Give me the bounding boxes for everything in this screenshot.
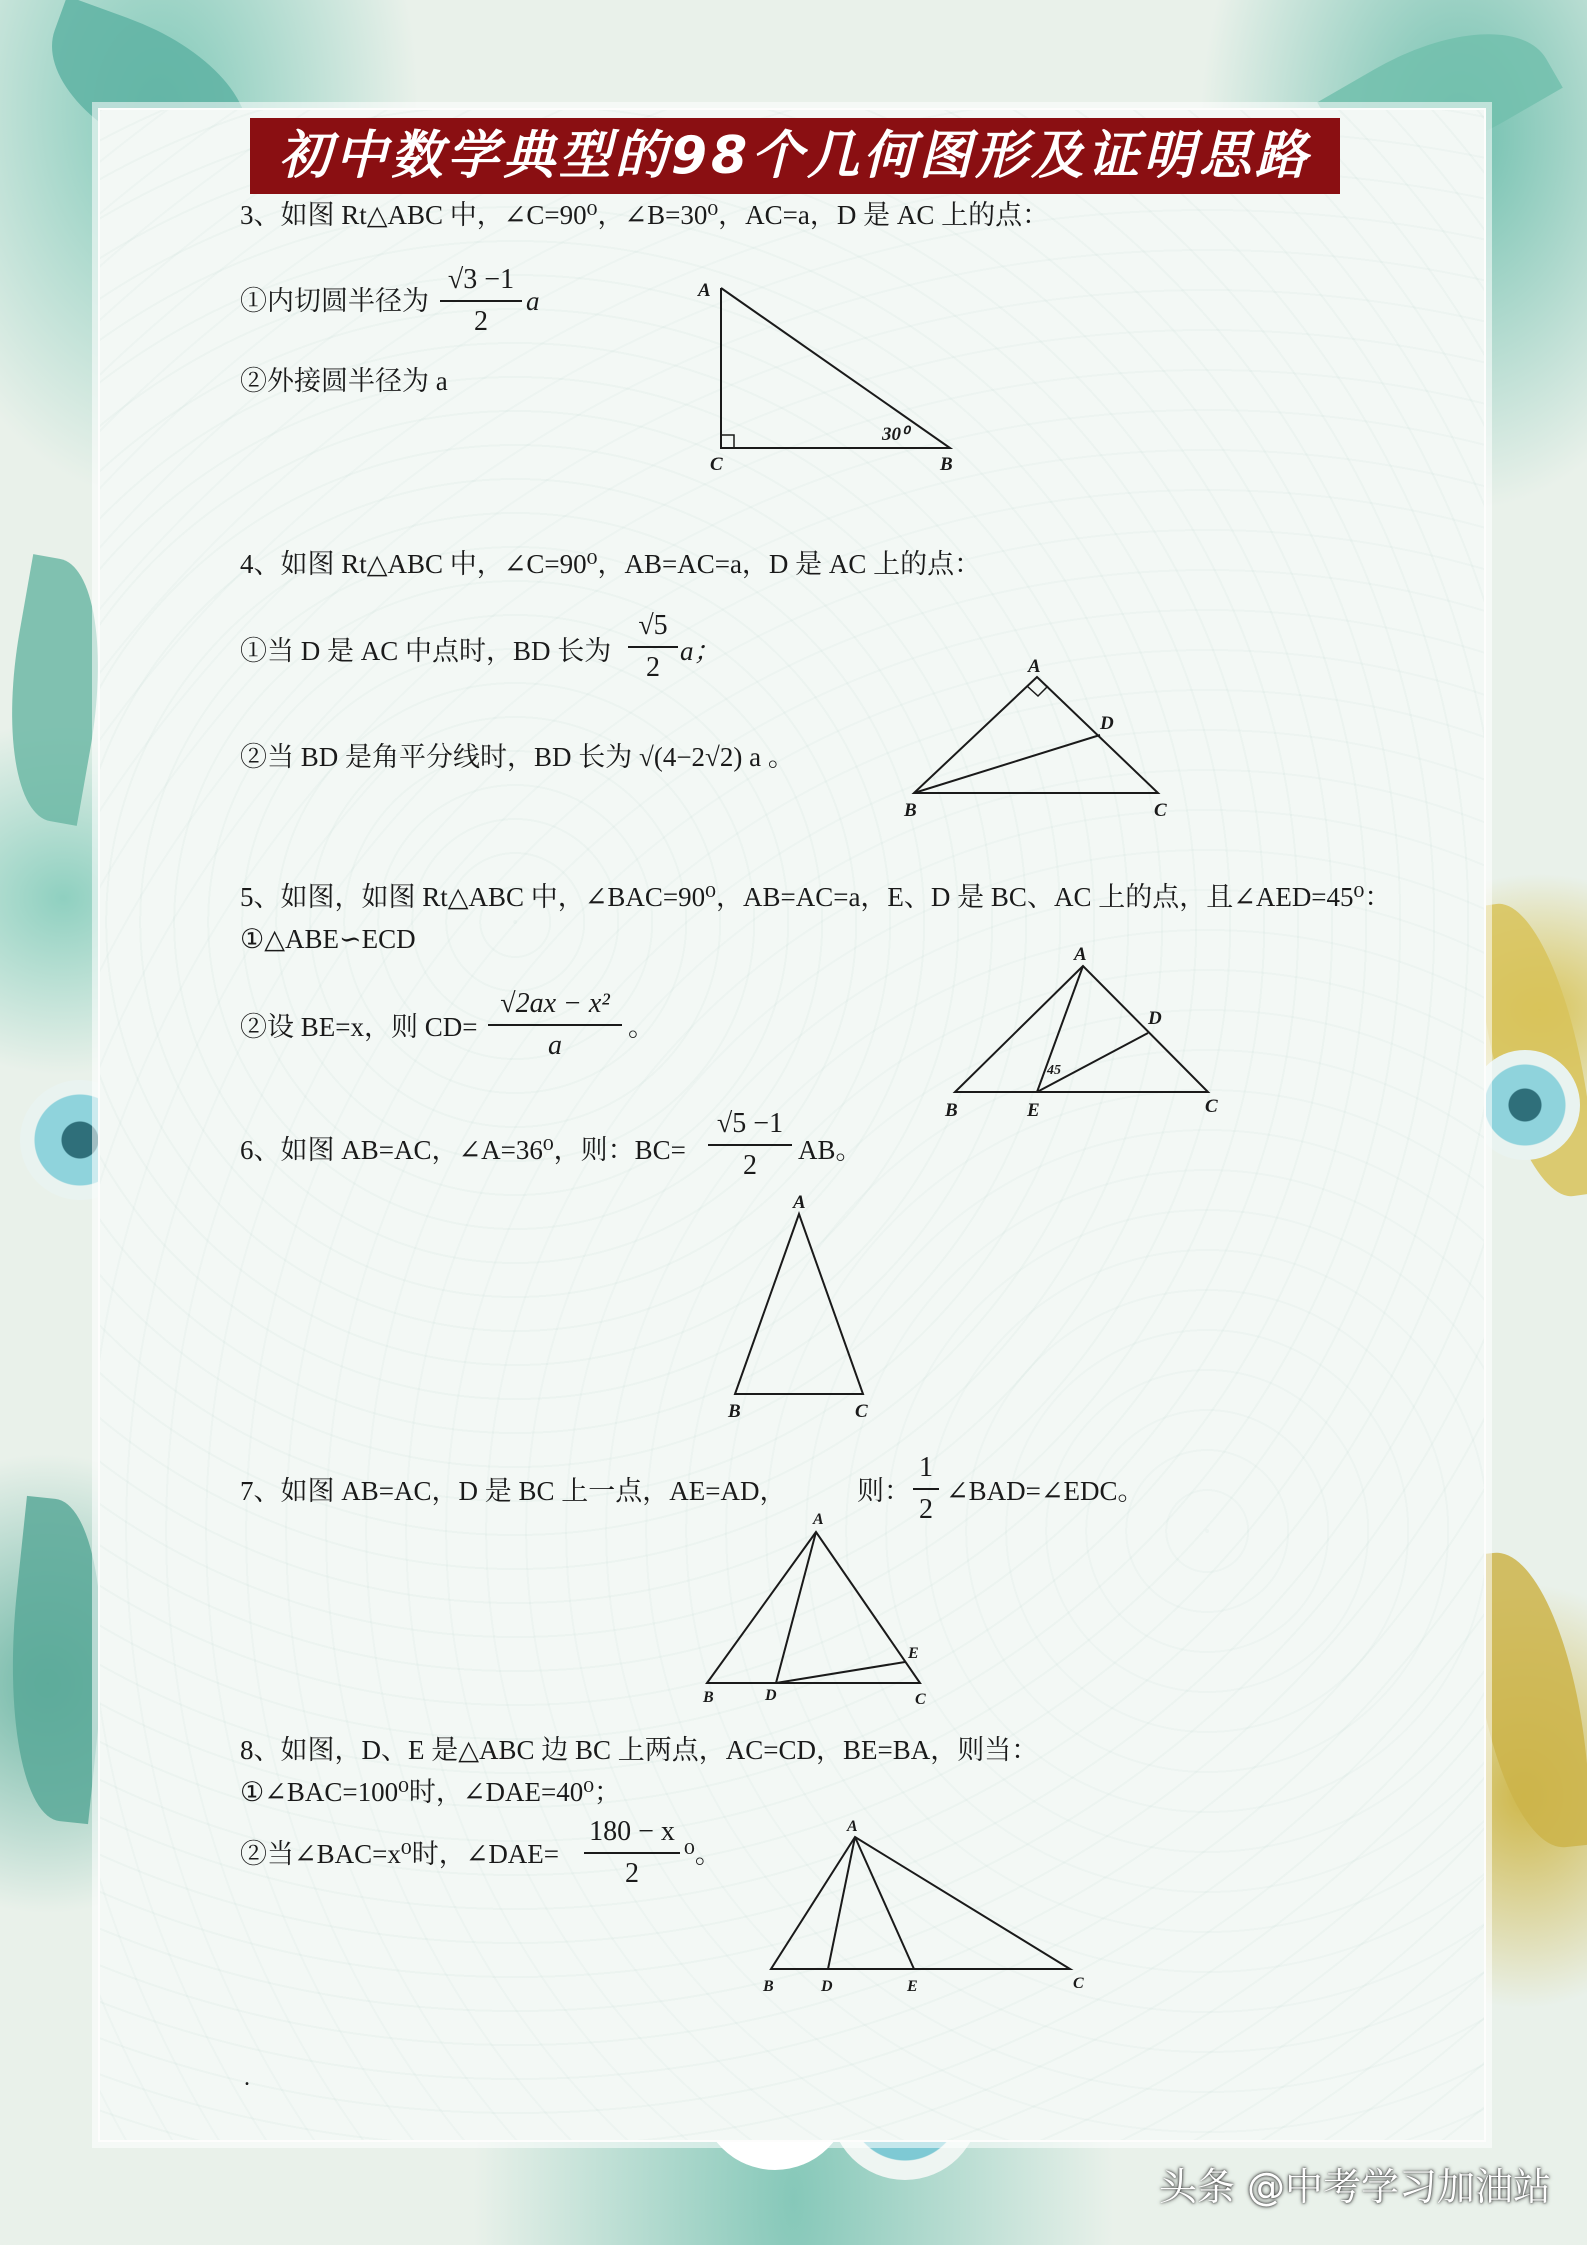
problem-3-fraction (440, 262, 522, 340)
right-angle-mark (721, 435, 734, 448)
triangle-abc (707, 1532, 920, 1683)
label-b: B (945, 1100, 958, 1120)
label-d: D (1100, 713, 1114, 734)
problem-3-item1-prefix: ①内切圆半径为 (240, 286, 429, 316)
label-d: D (821, 1978, 833, 1995)
fraction-denominator: 2 (646, 652, 660, 683)
label-b: B (703, 1689, 714, 1706)
label-e: E (1027, 1100, 1040, 1120)
trailing-dot: . (244, 2065, 250, 2091)
triangle-abc (735, 1214, 863, 1394)
problem-5-item1: ①△ABE∽ECD (240, 924, 416, 954)
fraction-bar (628, 646, 678, 648)
problem-5-heading: 5、如图，如图 Rt△ABC 中，∠BAC=90⁰，AB=AC=a，E、D 是 BC、AC 上的点，且∠AED=45⁰： (240, 882, 1392, 912)
problem-8-item2-prefix: ②当∠BAC=x⁰时，∠DAE= (240, 1839, 560, 1869)
fraction-denominator: 2 (919, 1494, 933, 1525)
problem-3-item1-suffix: a (526, 286, 540, 316)
right-angle-mark (1027, 686, 1048, 696)
problem-6-fraction (708, 1106, 792, 1184)
fraction-numerator: 180 − x (589, 1816, 675, 1847)
label-d: D (1148, 1008, 1162, 1029)
problem-4-item2: ②当 BD 是角平分线时，BD 长为 √(4−2√2) a 。 (240, 742, 795, 772)
fraction-denominator: a (548, 1030, 562, 1061)
triangle-abc (771, 1837, 1070, 1969)
problem-3-heading: 3、如图 Rt△ABC 中，∠C=90⁰，∠B=30⁰，AC=a，D 是 AC 上的点： (240, 200, 1050, 230)
segment-bd (914, 735, 1100, 793)
figure-5 (935, 940, 1235, 1120)
segment-ad (776, 1532, 816, 1683)
figure-8 (755, 1810, 1095, 2010)
segment-de (776, 1662, 905, 1683)
problem-4-fraction (628, 608, 678, 686)
problem-7-then: 则： (857, 1476, 911, 1506)
fraction-bar (708, 1144, 792, 1146)
figure-7 (695, 1502, 955, 1712)
problem-4-item1-suffix: a； (680, 636, 721, 666)
page-title: 初中数学典型的98个几何图形及证明思路 (250, 118, 1340, 194)
problem-7-heading-suffix: ∠BAD=∠EDC。 (946, 1476, 1145, 1506)
label-a: A (698, 280, 711, 301)
label-c: C (710, 454, 723, 475)
problem-7-heading: 7、如图 AB=AC，D 是 BC 上一点，AE=AD， (240, 1476, 787, 1506)
label-c: C (915, 1691, 926, 1708)
fraction-bar (584, 1852, 680, 1854)
problem-8-item2-suffix: ⁰。 (684, 1839, 722, 1869)
problem-5-fraction (488, 986, 622, 1064)
fraction-numerator: √2ax − x² (500, 988, 610, 1019)
problem-6-heading-suffix: AB。 (798, 1135, 863, 1165)
watermark: 头条 @中考学习加油站 (1158, 2165, 1551, 2209)
label-b: B (940, 454, 953, 475)
label-b: B (904, 800, 917, 821)
label-a: A (1074, 944, 1087, 965)
fraction-numerator: 1 (919, 1452, 933, 1483)
label-a: A (813, 1511, 824, 1528)
fraction-bar (913, 1488, 939, 1490)
fraction-numerator: √5 −1 (716, 1108, 784, 1139)
label-a: A (1028, 656, 1041, 677)
label-b: B (763, 1978, 774, 1995)
problem-8-fraction (584, 1814, 680, 1892)
problem-4-item1-prefix: ①当 D 是 AC 中点时，BD 长为 (240, 636, 612, 666)
fraction-denominator: 2 (625, 1858, 639, 1889)
label-c: C (855, 1401, 868, 1422)
segment-ae (855, 1837, 914, 1969)
label-a: A (793, 1192, 806, 1213)
fraction-bar (440, 300, 522, 302)
label-angle-30: 30⁰ (882, 424, 909, 445)
fraction-numerator: √5 (638, 610, 668, 641)
fraction-numerator: √3 −1 (447, 264, 515, 295)
label-b: B (728, 1401, 741, 1422)
figure-3 (690, 270, 980, 480)
triangle-abc (721, 288, 950, 448)
problem-5-item2-suffix: 。 (628, 1012, 655, 1042)
problem-4-heading: 4、如图 Rt△ABC 中，∠C=90⁰，AB=AC=a，D 是 AC 上的点： (240, 549, 982, 579)
label-c: C (1205, 1096, 1218, 1117)
fraction-denominator: 2 (474, 306, 488, 337)
figure-4 (890, 650, 1190, 830)
label-e: E (907, 1978, 918, 1995)
figure-6 (715, 1190, 885, 1430)
label-angle-45: 45 (1047, 1063, 1061, 1078)
label-a: A (847, 1818, 858, 1835)
label-e: E (908, 1645, 919, 1662)
problem-3-item2: ②外接圆半径为 a (240, 366, 448, 396)
triangle-abc (955, 966, 1208, 1092)
problem-8-heading: 8、如图，D、E 是△ABC 边 BC 上两点，AC=CD，BE=BA，则当： (240, 1735, 1039, 1765)
label-c: C (1073, 1975, 1084, 1992)
fraction-bar (488, 1024, 622, 1026)
problem-8-item1: ①∠BAC=100⁰时，∠DAE=40⁰； (240, 1777, 622, 1807)
problem-5-item2-prefix: ②设 BE=x，则 CD= (240, 1012, 478, 1042)
problem-6-heading: 6、如图 AB=AC，∠A=36⁰，则：BC= (240, 1135, 686, 1165)
label-d: D (765, 1687, 777, 1704)
label-c: C (1154, 800, 1167, 821)
fraction-denominator: 2 (743, 1150, 757, 1181)
flower-decoration (1470, 1050, 1580, 1160)
